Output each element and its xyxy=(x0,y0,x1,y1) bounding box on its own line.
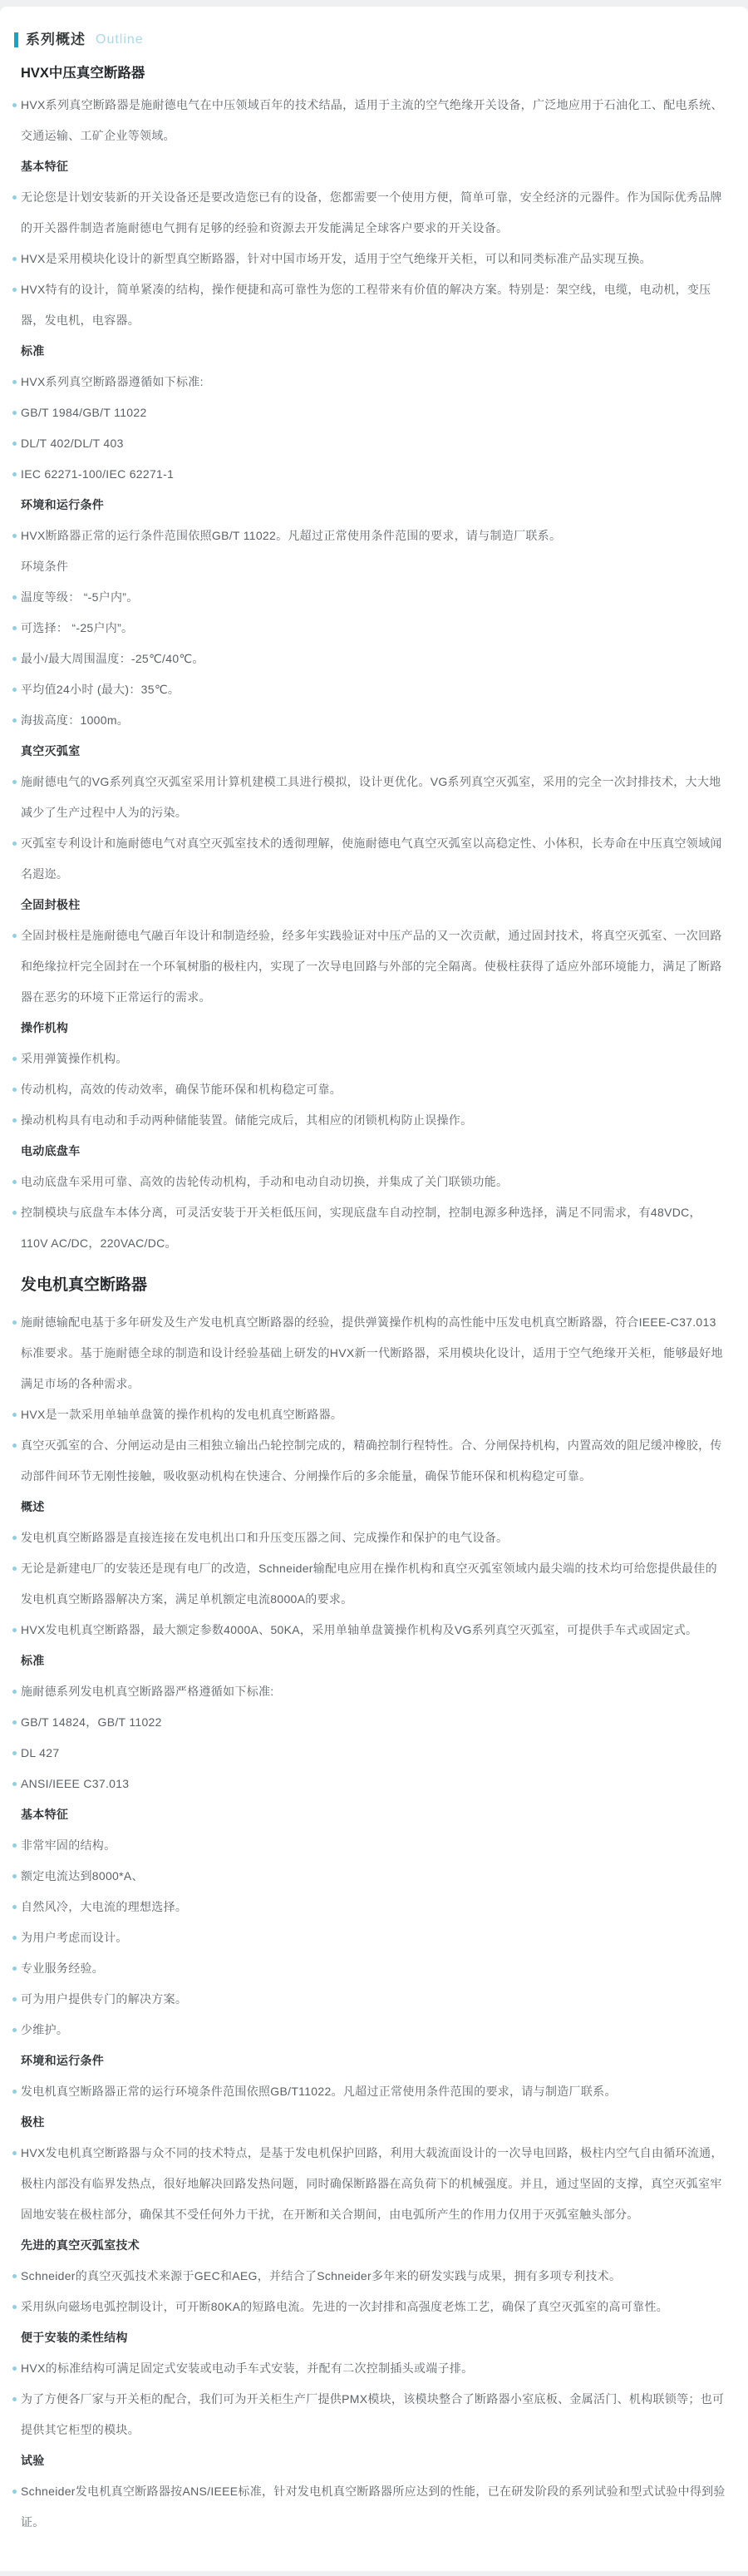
section-heading: 发电机真空断路器 xyxy=(21,1276,148,1294)
bullet-item: HVX断路器正常的运行条件范围依照GB/T 11022。凡超过正常使用条件范围的要求，请与制造厂联系。 xyxy=(14,521,728,551)
bullet-item: 专业服务经验。 xyxy=(14,1953,728,1984)
bullet-item: HVX是一款采用单轴单盘簧的操作机构的发电机真空断路器。 xyxy=(14,1399,728,1430)
bullet-item: 控制模块与底盘车本体分离，可灵活安装于开关柜低压间，实现底盘车自动控制，控制电源多种选择，满足不同需求，有48VDC，110V AC/DC，220VAC/DC。 xyxy=(14,1197,728,1259)
bullet-item: GB/T 1984/GB/T 11022 xyxy=(14,397,728,428)
bullet-item: HVX特有的设计，简单紧凑的结构，操作便捷和高可靠性为您的工程带来有价值的解决方案。特别是：架空线，电缆，电动机，变压器，发电机，电容器。 xyxy=(14,274,728,336)
bullet-item: 施耐德系列发电机真空断路器严格遵循如下标准: xyxy=(14,1676,728,1707)
bullet-item: ANSI/IEEE C37.013 xyxy=(14,1769,728,1799)
bullet-item: 为了方便各厂家与开关柜的配合，我们可为开关柜生产厂提供PMX模块，该模块整合了断路器小室底板、金属活门、机构联锁等；也可提供其它柜型的模块。 xyxy=(14,2384,728,2445)
bullet-item: HVX系列真空断路器遵循如下标准: xyxy=(14,367,728,397)
bullet-item: 施耐德电气的VG系列真空灭弧室采用计算机建模工具进行模拟，设计更优化。VG系列真空灭弧室，采用的完全一次封排技术，大大地减少了生产过程中人为的污染。 xyxy=(14,767,728,828)
bullet-item: Schneider发电机真空断路器按ANS/IEEE标准，针对发电机真空断路器所应达到的性能，已在研发阶段的系列试验和型式试验中得到验证。 xyxy=(14,2476,728,2538)
content-card xyxy=(0,7,748,2571)
sub-heading: 标准 xyxy=(21,344,45,358)
bullet-item: HVX发电机真空断路器与众不同的技术特点，是基于发电机保护回路，利用大载流面设计的一次导电回路，极柱内空气自由循环流通，极柱内部没有临界发热点，很好地解决回路发热问题，同时确保断路器在高负荷下的机械强度。并且，通过坚固的支撑，真空灭弧室牢固地安装在极柱部分，确保其不受任何外力干扰，在开断和关合期间，由电弧所产生的作用力仅用于灭弧室触头部分。 xyxy=(14,2138,728,2230)
sub-heading: 环境和运行条件 xyxy=(21,2054,105,2067)
document-body xyxy=(14,57,728,2538)
bullet-item: 海拔高度：1000m。 xyxy=(14,705,728,736)
section-heading: HVX中压真空断路器 xyxy=(21,66,145,81)
sub-heading: 先进的真空灭弧室技术 xyxy=(21,2238,140,2252)
bullet-item: 全固封极柱是施耐德电气融百年设计和制造经验，经多年实践验证对中压产品的又一次贡献，通过固封技术，将真空灭弧室、一次回路和绝缘拉杆完全固封在一个环氧树脂的极柱内，实现了一次导电回路与外部的完全隔离。使极柱获得了适应外部环境能力，满足了断路器在恶劣的环境下正常运行的需求。 xyxy=(14,920,728,1013)
bullet-item: 传动机构，高效的传动效率，确保节能环保和机构稳定可靠。 xyxy=(14,1074,728,1105)
bullet-item: 额定电流达到8000*A、 xyxy=(14,1861,728,1892)
bullet-item: 为用户考虑而设计。 xyxy=(14,1922,728,1953)
bullet-item: GB/T 14824，GB/T 11022 xyxy=(14,1707,728,1738)
bullet-item: HVX是采用模块化设计的新型真空断路器，针对中国市场开发，适用于空气绝缘开关柜，可以和同类标准产品实现互换。 xyxy=(14,244,728,274)
sub-heading: 试验 xyxy=(21,2454,45,2467)
bullet-item: 无论您是计划安装新的开关设备还是要改造您已有的设备，您都需要一个使用方便，简单可靠，安全经济的元器件。作为国际优秀品牌的开关器件制造者施耐德电气拥有足够的经验和资源去开发能满足全球客户要求的开关设备。 xyxy=(14,182,728,244)
sub-heading: 概述 xyxy=(21,1500,45,1513)
bullet-item: HVX的标准结构可满足固定式安装或电动手车式安装，并配有二次控制插头或端子排。 xyxy=(14,2353,728,2384)
bullet-item: 非常牢固的结构。 xyxy=(14,1830,728,1861)
bullet-item: 可选择： “-25户内”。 xyxy=(14,613,728,644)
bullet-item: 电动底盘车采用可靠、高效的齿轮传动机构，手动和电动自动切换，并集成了关门联锁功能。 xyxy=(14,1167,728,1197)
bullet-item: HVX系列真空断路器是施耐德电气在中压领域百年的技术结晶，适用于主流的空气绝缘开关设备，广泛地应用于石油化工、配电系统、交通运输、工矿企业等领域。 xyxy=(14,90,728,151)
sub-heading: 真空灭弧室 xyxy=(21,744,81,758)
bullet-item: 平均值24小时 (最大)：35℃。 xyxy=(14,674,728,705)
sub-heading: 标准 xyxy=(21,1654,45,1667)
bullet-item: 最小/最大周围温度：-25℃/40℃。 xyxy=(14,644,728,674)
bullet-item: 可为用户提供专门的解决方案。 xyxy=(14,1984,728,2015)
sub-heading: 环境和运行条件 xyxy=(21,498,105,511)
accent-bar-icon xyxy=(14,32,18,47)
bullet-item: 操动机构具有电动和手动两种储能装置。储能完成后，其相应的闭锁机构防止误操作。 xyxy=(14,1105,728,1136)
bullet-item: 真空灭弧室的合、分闸运动是由三相独立输出凸轮控制完成的，精确控制行程特性。合、分闸保持机构，内置高效的阻尼缓冲橡胶，传动部件间环节无刚性接触，吸收驱动机构在快速合、分闸操作后的多余能量，确保节能环保和机构稳定可靠。 xyxy=(14,1430,728,1492)
sub-heading: 基本特征 xyxy=(21,160,69,173)
bullet-item: 发电机真空断路器是直接连接在发电机出口和升压变压器之间、完成操作和保护的电气设备。 xyxy=(14,1522,728,1553)
sub-heading: 全固封极柱 xyxy=(21,898,81,911)
bullet-item: 灭弧室专利设计和施耐德电气对真空灭弧室技术的透彻理解，使施耐德电气真空灭弧室以高稳定性、小体积，长寿命在中压真空领域闻名遐迩。 xyxy=(14,828,728,890)
bullet-item: 发电机真空断路器正常的运行环境条件范围依照GB/T11022。凡超过正常使用条件范围的要求，请与制造厂联系。 xyxy=(14,2076,728,2107)
page-subtitle: Outline xyxy=(96,32,144,47)
bullet-item: 温度等级： “-5户内”。 xyxy=(14,582,728,613)
sub-heading: 基本特征 xyxy=(21,1808,69,1821)
sub-heading: 极柱 xyxy=(21,2115,45,2129)
bullet-item: 采用纵向磁场电弧控制设计，可开断80KA的短路电流。先进的一次封排和高强度老炼工艺，确保了真空灭弧室的高可靠性。 xyxy=(14,2292,728,2322)
plain-text-line: 环境条件 xyxy=(21,560,69,573)
sub-heading: 操作机构 xyxy=(21,1021,69,1034)
sub-heading: 电动底盘车 xyxy=(21,1144,81,1157)
bullet-item: DL 427 xyxy=(14,1738,728,1769)
sub-heading: 便于安装的柔性结构 xyxy=(21,2331,128,2344)
bullet-item: HVX发电机真空断路器，最大额定参数4000A、50KA，采用单轴单盘簧操作机构及VG系列真空灭弧室，可提供手车式或固定式。 xyxy=(14,1615,728,1646)
bullet-item: 施耐德输配电基于多年研发及生产发电机真空断路器的经验，提供弹簧操作机构的高性能中压发电机真空断路器，符合IEEE-C37.013 标准要求。基于施耐德全球的制造和设计经验基础上研发的HVX新一代断路器，采用模块化设计，适用于空气绝缘开关柜，能够最好地满足市场的各种需求。 xyxy=(14,1307,728,1399)
section-header xyxy=(14,28,728,52)
bullet-item: 少维护。 xyxy=(14,2015,728,2046)
bullet-item: Schneider的真空灭弧技术来源于GEC和AEG，并结合了Schneider多年来的研发实践与成果，拥有多项专利技术。 xyxy=(14,2261,728,2292)
bullet-item: 自然风冷，大电流的理想选择。 xyxy=(14,1892,728,1922)
bullet-item: DL/T 402/DL/T 403 xyxy=(14,428,728,459)
bullet-item: 无论是新建电厂的安装还是现有电厂的改造，Schneider输配电应用在操作机构和真空灭弧室领域内最尖端的技术均可给您提供最佳的发电机真空断路器解决方案，满足单机额定电流8000A的要求。 xyxy=(14,1553,728,1615)
bullet-item: 采用弹簧操作机构。 xyxy=(14,1044,728,1074)
bullet-item: IEC 62271-100/IEC 62271-1 xyxy=(14,459,728,490)
page-title: 系列概述 xyxy=(26,32,86,47)
